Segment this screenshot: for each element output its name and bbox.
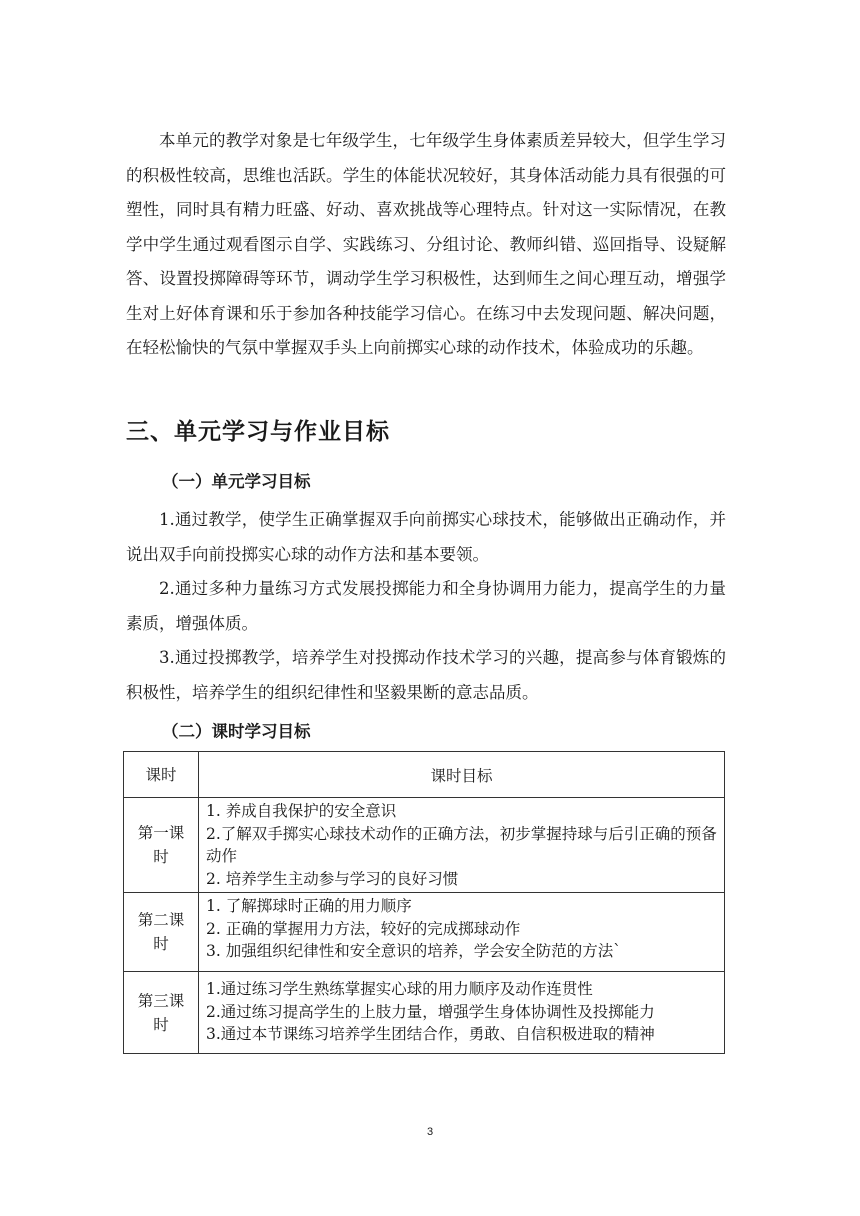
lesson-goals-heading: （二）课时学习目标 [162, 722, 311, 741]
unit-goal-item: 3.通过投掷教学，培养学生对投掷动作技术学习的兴趣，提高参与体育锻炼的积极性，培养学生的组织纪律性和坚毅果断的意志品质。 [126, 648, 726, 702]
goals-cell [199, 893, 725, 972]
header-goals: 课时目标 [199, 752, 725, 798]
header-lesson: 课时 [124, 752, 199, 798]
unit-goals-heading: （一）单元学习目标 [162, 472, 311, 491]
lesson-cell: 第二课时 [124, 893, 199, 972]
goal-line: 2. 培养学生主动参与学习的良好习惯 [206, 869, 459, 888]
unit-goals-list [126, 503, 726, 710]
goal-line: 1. 养成自我保护的安全意识 [206, 802, 397, 820]
lesson-cell: 第三课时 [124, 972, 199, 1054]
lesson-cell: 第一课时 [124, 798, 199, 893]
unit-goal-item: 2.通过多种力量练习方式发展投掷能力和全身协调用力能力，提高学生的力量素质，增强体质。 [126, 579, 726, 633]
intro-paragraph: 本单元的教学对象是七年级学生，七年级学生身体素质差异较大，但学生学习的积极性较高，思维也活跃。学生的体能状况较好，其身体活动能力具有很强的可塑性，同时具有精力旺盛、好动、喜欢挑战等心理特点。针对这一实际情况，在教学中学生通过观看图示自学、实践练习、分组讨论、教师纠错、巡回指导、设疑解答、设置投掷障碍等环节，调动学生学习积极性，达到师生之间心理互动，增强学生对上好体育课和乐于参加各种技能学习信心。在练习中去发现问题、解决问题，在轻松愉快的气氛中掌握双手头上向前掷实心球的动作技术，体验成功的乐趣。 [126, 131, 726, 357]
goal-line: 2.了解双手掷实心球技术动作的正确方法，初步掌握持球与后引正确的预备动作 [206, 824, 717, 865]
unit-goal-item: 1.通过教学，使学生正确掌握双手向前掷实心球技术，能够做出正确动作，并说出双手向前投掷实心球的动作方法和基本要领。 [126, 510, 726, 564]
goal-line: 1.通过练习学生熟练掌握实心球的用力顺序及动作连贯性 [206, 980, 593, 998]
goal-line: 2.通过练习提高学生的上肢力量，增强学生身体协调性及投掷能力 [206, 1002, 655, 1021]
goal-line: 1. 了解掷球时正确的用力顺序 [206, 897, 412, 915]
table-row [124, 972, 725, 1054]
lesson-goals-table [123, 751, 725, 1054]
table-row [124, 798, 725, 893]
goal-line: 2. 正确的掌握用力方法，较好的完成掷球动作 [206, 919, 521, 938]
goal-line: 3. 加强组织纪律性和安全意识的培养，学会安全防范的方法` [206, 942, 621, 960]
goals-cell [199, 972, 725, 1054]
page-number: 3 [426, 1126, 434, 1138]
table-header-row [124, 752, 725, 798]
goals-cell [199, 798, 725, 893]
goal-line: 3.通过本节课练习培养学生团结合作，勇敢、自信积极进取的精神 [206, 1025, 655, 1043]
section-heading: 三、单元学习与作业目标 [126, 419, 390, 445]
table-row [124, 893, 725, 972]
